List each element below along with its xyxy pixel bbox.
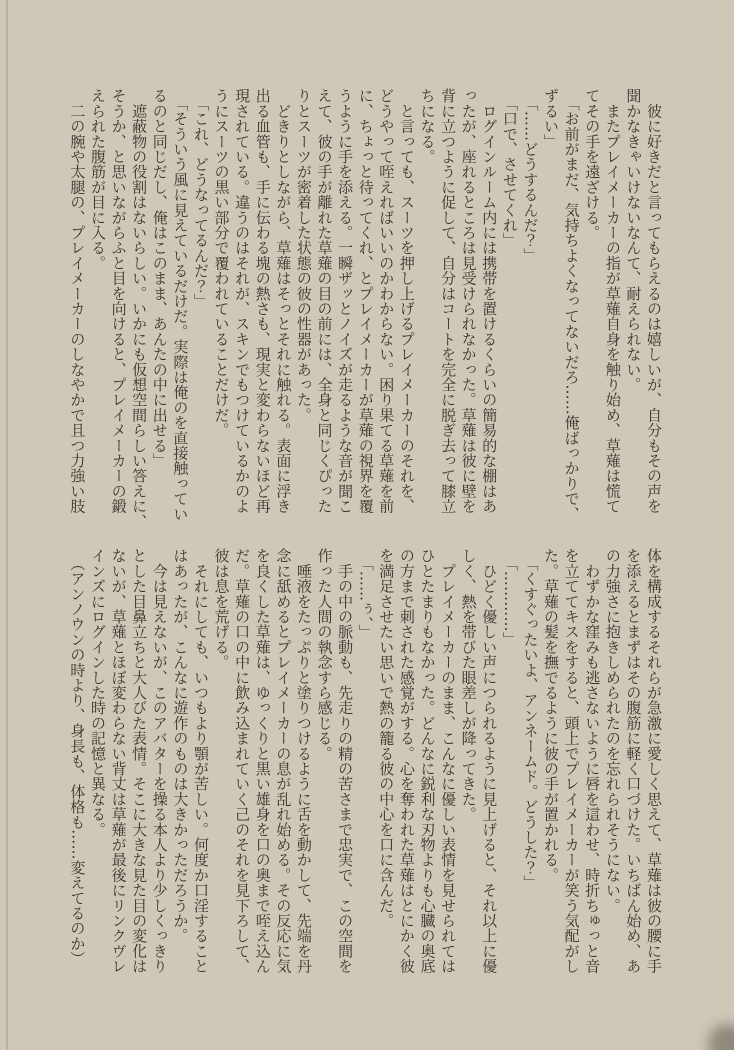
text-line: ないが、草薙とほぼ変わらない背丈は草薙が最後にリンクヴレ (109, 548, 128, 974)
text-line: わずかな窪みも逃さないように唇を這わせ、時折ちゅっと音 (583, 548, 602, 974)
text-line: の方まで刺された感覚がする。心を奪われた草薙はとにかく彼 (397, 548, 416, 974)
text-line: プレイメーカーのまま、こんなに優しい表情を見せられては (439, 548, 458, 974)
text-line: ったが、座れるところは見受けられなかった。草薙は彼に壁を (459, 88, 478, 514)
text-line: 「そういう風に見えているだけだ。実際は俺のを直接触ってい (171, 88, 190, 522)
text-line: りとスーツが密着した状態の彼の性器があった。 (294, 88, 313, 423)
text-block-bottom (67, 548, 664, 986)
text-line: しく、熱を帯びた眼差しが降ってきた。 (459, 548, 478, 822)
text-line: 手の中の脈動も、先走りの精の苦さまで忠実で、この空間を (336, 548, 355, 974)
text-line: と言っても、スーツを押し上げるプレイメーカーのそれを、 (397, 88, 416, 514)
text-line: 出る血管も、手に伝わる塊の熱さも、現実と変わらないほど再 (253, 88, 272, 514)
text-line: はあったが、こんなに遊作のものは大きかっただろうか。 (171, 548, 190, 944)
text-line: ひどく優しい声につられるように見上げると、それ以上に優 (480, 548, 499, 974)
scan-corner-artifact (708, 1024, 734, 1050)
text-line: るのと同じだし、俺はこのまま、あんたの中に出せる」 (150, 88, 169, 468)
text-line: 「……ぅ、」 (356, 548, 375, 640)
text-line: えられた腹筋が目に入る。 (88, 88, 107, 271)
text-line: ちになる。 (418, 88, 437, 164)
text-line: それにしても、いつもより顎が苦しい。何度か口淫すること (191, 548, 210, 974)
text-line: ひとたまりもなかった。どんなに鋭利な刃物よりも心臓の奥底 (418, 548, 437, 974)
text-line: を満足させたい思いで熱の籠る彼の中心を口に含んだ。 (377, 548, 396, 928)
text-line: 彼は息を荒げる。 (212, 548, 231, 670)
text-block-top (67, 88, 664, 529)
text-line: の力強さに抱きしめられたのを忘れられそうにない。 (603, 548, 622, 913)
scan-edge-artifact (6, 0, 8, 1050)
text-line: 彼に好きだと言ってもらえるのは嬉しいが、自分もその声を (645, 88, 663, 514)
text-line: 二の腕や太腿の、プレイメーカーのしなやかで且つ力強い肢 (68, 88, 87, 514)
text-line: を添えるとまずはその腹筋に軽く口づけた。いちばん始め、あ (624, 548, 643, 974)
text-line: 今は見えないが、このアバターを操る本人より少しくっきり (150, 548, 169, 974)
text-line: 「…………」 (500, 548, 519, 647)
text-line: 「これ、どうなってるんだ？」 (191, 88, 210, 309)
text-line: 唾液をたっぷりと塗りつけるように舌を動かして、先端を丹 (294, 548, 313, 974)
text-line: うにスーツの黒い部分で覆われていることだけだ。 (212, 88, 231, 438)
text-line: 「……どうするんだ？」 (521, 88, 540, 263)
text-line: を良くした草薙は、ゆっくりと黒い雄身を口の奥まで咥え込ん (253, 548, 272, 974)
text-line: とした目鼻立ちと大人びた表情。そこに大きな見た目の変化は (130, 548, 149, 974)
text-line: ずるい」 (542, 88, 561, 149)
text-line: てその手を遠ざける。 (583, 88, 602, 240)
text-line: どきりとしながら、草薙はそっとそれに触れる。表面に浮き (274, 88, 293, 514)
text-line: に、ちょっと待ってくれ、とプレイメーカーが草薙の視界を覆 (356, 88, 375, 514)
text-line: 「口で、させてくれ」 (500, 88, 519, 248)
text-line: 現されている。違うのはそれが、スキンでもつけているかのよ (233, 88, 252, 514)
text-line: インズにログインした時の記憶と異なる。 (88, 548, 107, 837)
text-line: た。草薙の髪を撫でるように彼の手が置かれる。 (542, 548, 561, 883)
text-line: そうか、と思いながらふと目を向けると、プレイメーカーの鍛 (109, 88, 128, 514)
text-line: 「お前がまだ、気持ちよくなってないだろ……俺ばっかりで、 (562, 88, 581, 522)
text-line: 背に立つように促して、自分はコートを完全に脱ぎ去って膝立 (439, 88, 458, 514)
text-line: 体を構成するそれらが急激に愛しく思えて、草薙は彼の腰に手 (645, 548, 663, 974)
text-line: を立ててキスをすると、頭上でプレイメーカーが笑う気配がし (562, 548, 581, 974)
text-line: ログインルーム内には携帯を置けるくらいの簡易的な棚はあ (480, 88, 499, 514)
text-line: だ。草薙の口の中に飲み込まれていく己のそれを見下ろして、 (233, 548, 252, 974)
text-line: 念に舐めるとプレイメーカーの息が乱れ始める。その反応に気 (274, 548, 293, 974)
text-line: 遮蔽物の役割はないらしい。いかにも仮想空間らしい答えに、 (130, 88, 149, 529)
text-line: （アンノウンの時より、身長も、体格も……変えてるのか） (68, 548, 87, 967)
text-line: 「くすぐったいよ、アンネームド。どうした？」 (521, 548, 540, 891)
text-line: 聞かなきゃいけないなんて、耐えられない。 (624, 88, 643, 392)
text-line: どうやって咥えればいいのかわからない。困り果てる草薙を前 (377, 88, 396, 514)
text-line: うように手を添える。一瞬ザッとノイズが走るような音が聞こ (336, 88, 355, 514)
text-line: またプレイメーカーの指が草薙自身を触り始め、草薙は慌て (603, 88, 622, 514)
text-line: 作った人間の執念すら感じる。 (315, 548, 334, 761)
text-line: えて、彼の手が離れた草薙の目の前には、全身と同じくぴった (315, 88, 334, 514)
